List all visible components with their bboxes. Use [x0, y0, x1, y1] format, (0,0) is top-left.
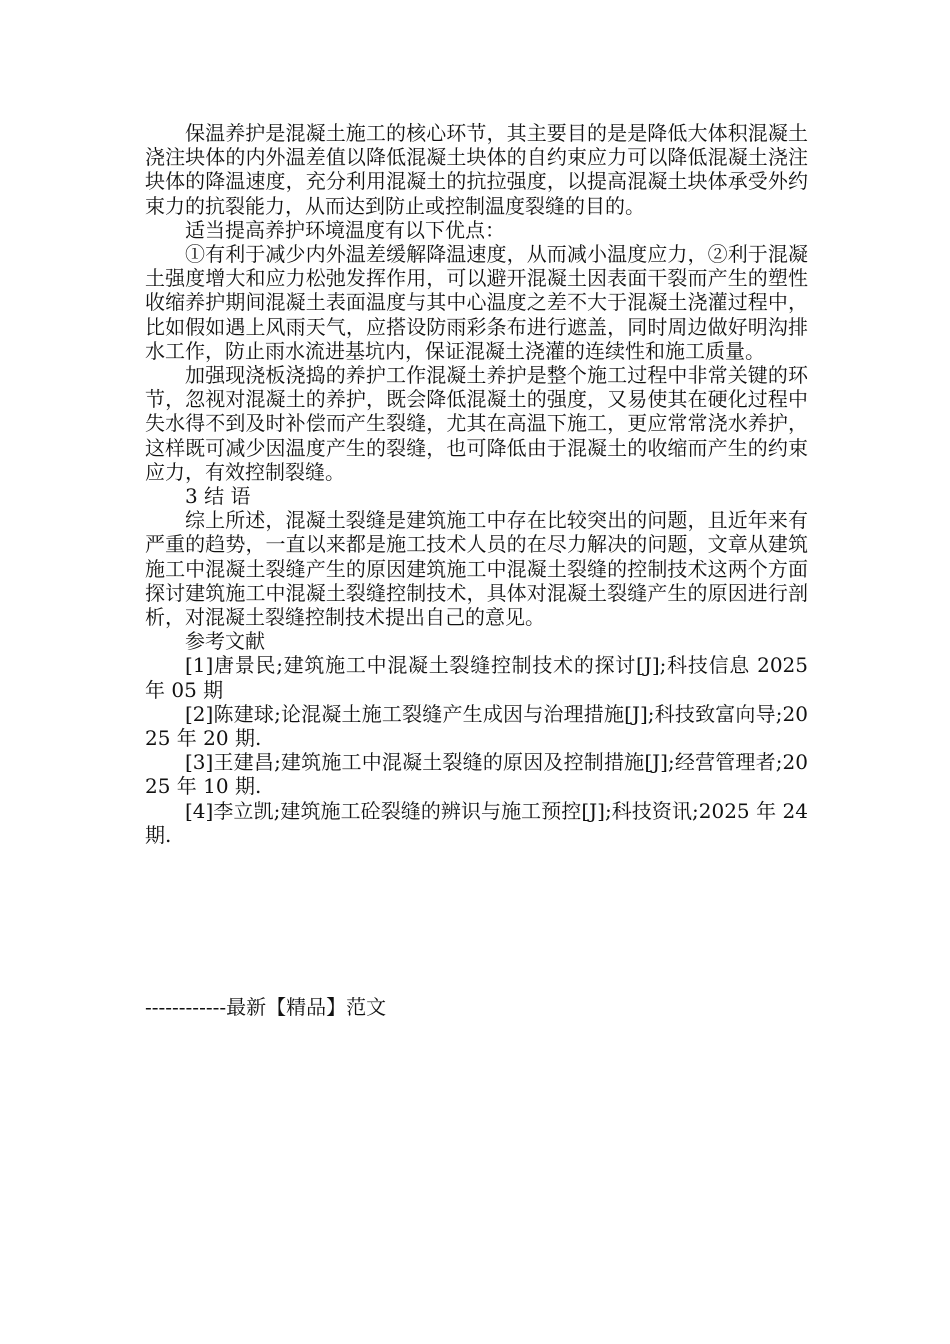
paragraph-slab-curing: 加强现浇板浇捣的养护工作混凝土养护是整个施工过程中非常关键的环节，忽视对混凝土的养护，既会降低混凝土的强度，又易使其在硬化过程中失水得不到及时补偿而产生裂缝，尤其在高温下施工，更应常常浇水养护，这样既可减少因温度产生的裂缝，也可降低由于混凝土的收缩而产生的约束应力，有效控制裂缝。: [145, 363, 808, 484]
reference-item-4: [4]李立凯;建筑施工砼裂缝的辨识与施工预控[J];科技资讯;2025 年 24 期.: [145, 798, 808, 847]
footer-tagline: ------------最新【精品】范文: [145, 995, 387, 1019]
paragraph-advantages-intro: 适当提高养护环境温度有以下优点：: [185, 217, 505, 242]
paragraph-insulation-curing: 保温养护是混凝土施工的核心环节，其主要目的是是降低大体积混凝土浇注块体的内外温差值以降低混凝土块体的自约束应力可以降低混凝土浇注块体的降温速度，充分利用混凝土的抗拉强度，以提高混凝土块体承受外约束力的抗裂能力，从而达到防止或控制温度裂缝的目的。: [145, 121, 808, 218]
paragraph-advantages-list: ①有利于减少内外温差缓解降温速度，从而减小温度应力，②利于混凝土强度增大和应力松弛发挥作用，可以避开混凝土因表面干裂而产生的塑性收缩养护期间混凝土表面温度与其中心温度之差不大于混凝土浇灌过程中，比如假如遇上风雨天气，应搭设防雨彩条布进行遮盖，同时周边做好明沟排水工作，防止雨水流进基坑内，保证混凝土浇灌的连续性和施工质量。: [145, 242, 808, 363]
paragraph-conclusion: 综上所述，混凝土裂缝是建筑施工中存在比较突出的问题，且近年来有严重的趋势，一直以来都是施工技术人员的在尽力解决的问题，文章从建筑施工中混凝土裂缝产生的原因建筑施工中混凝土裂缝的控制技术这两个方面探讨建筑施工中混凝土裂缝控制技术，具体对混凝土裂缝产生的原因进行剖析，对混凝土裂缝控制技术提出自己的意见。: [145, 508, 808, 630]
section-heading-conclusion: 3 结 语: [185, 484, 251, 509]
reference-item-3: [3]王建昌;建筑施工中混凝土裂缝的原因及控制措施[J];经营管理者;2025 年 10 期.: [145, 750, 808, 799]
document-body: [145, 121, 808, 847]
references-heading: 参考文献: [185, 629, 265, 654]
reference-item-1: [1]唐景民;建筑施工中混凝土裂缝控制技术的探讨[J];科技信息 2025 年 05 期: [145, 653, 808, 702]
reference-item-2: [2]陈建球;论混凝土施工裂缝产生成因与治理措施[J];科技致富向导;2025 年 20 期.: [145, 701, 808, 751]
